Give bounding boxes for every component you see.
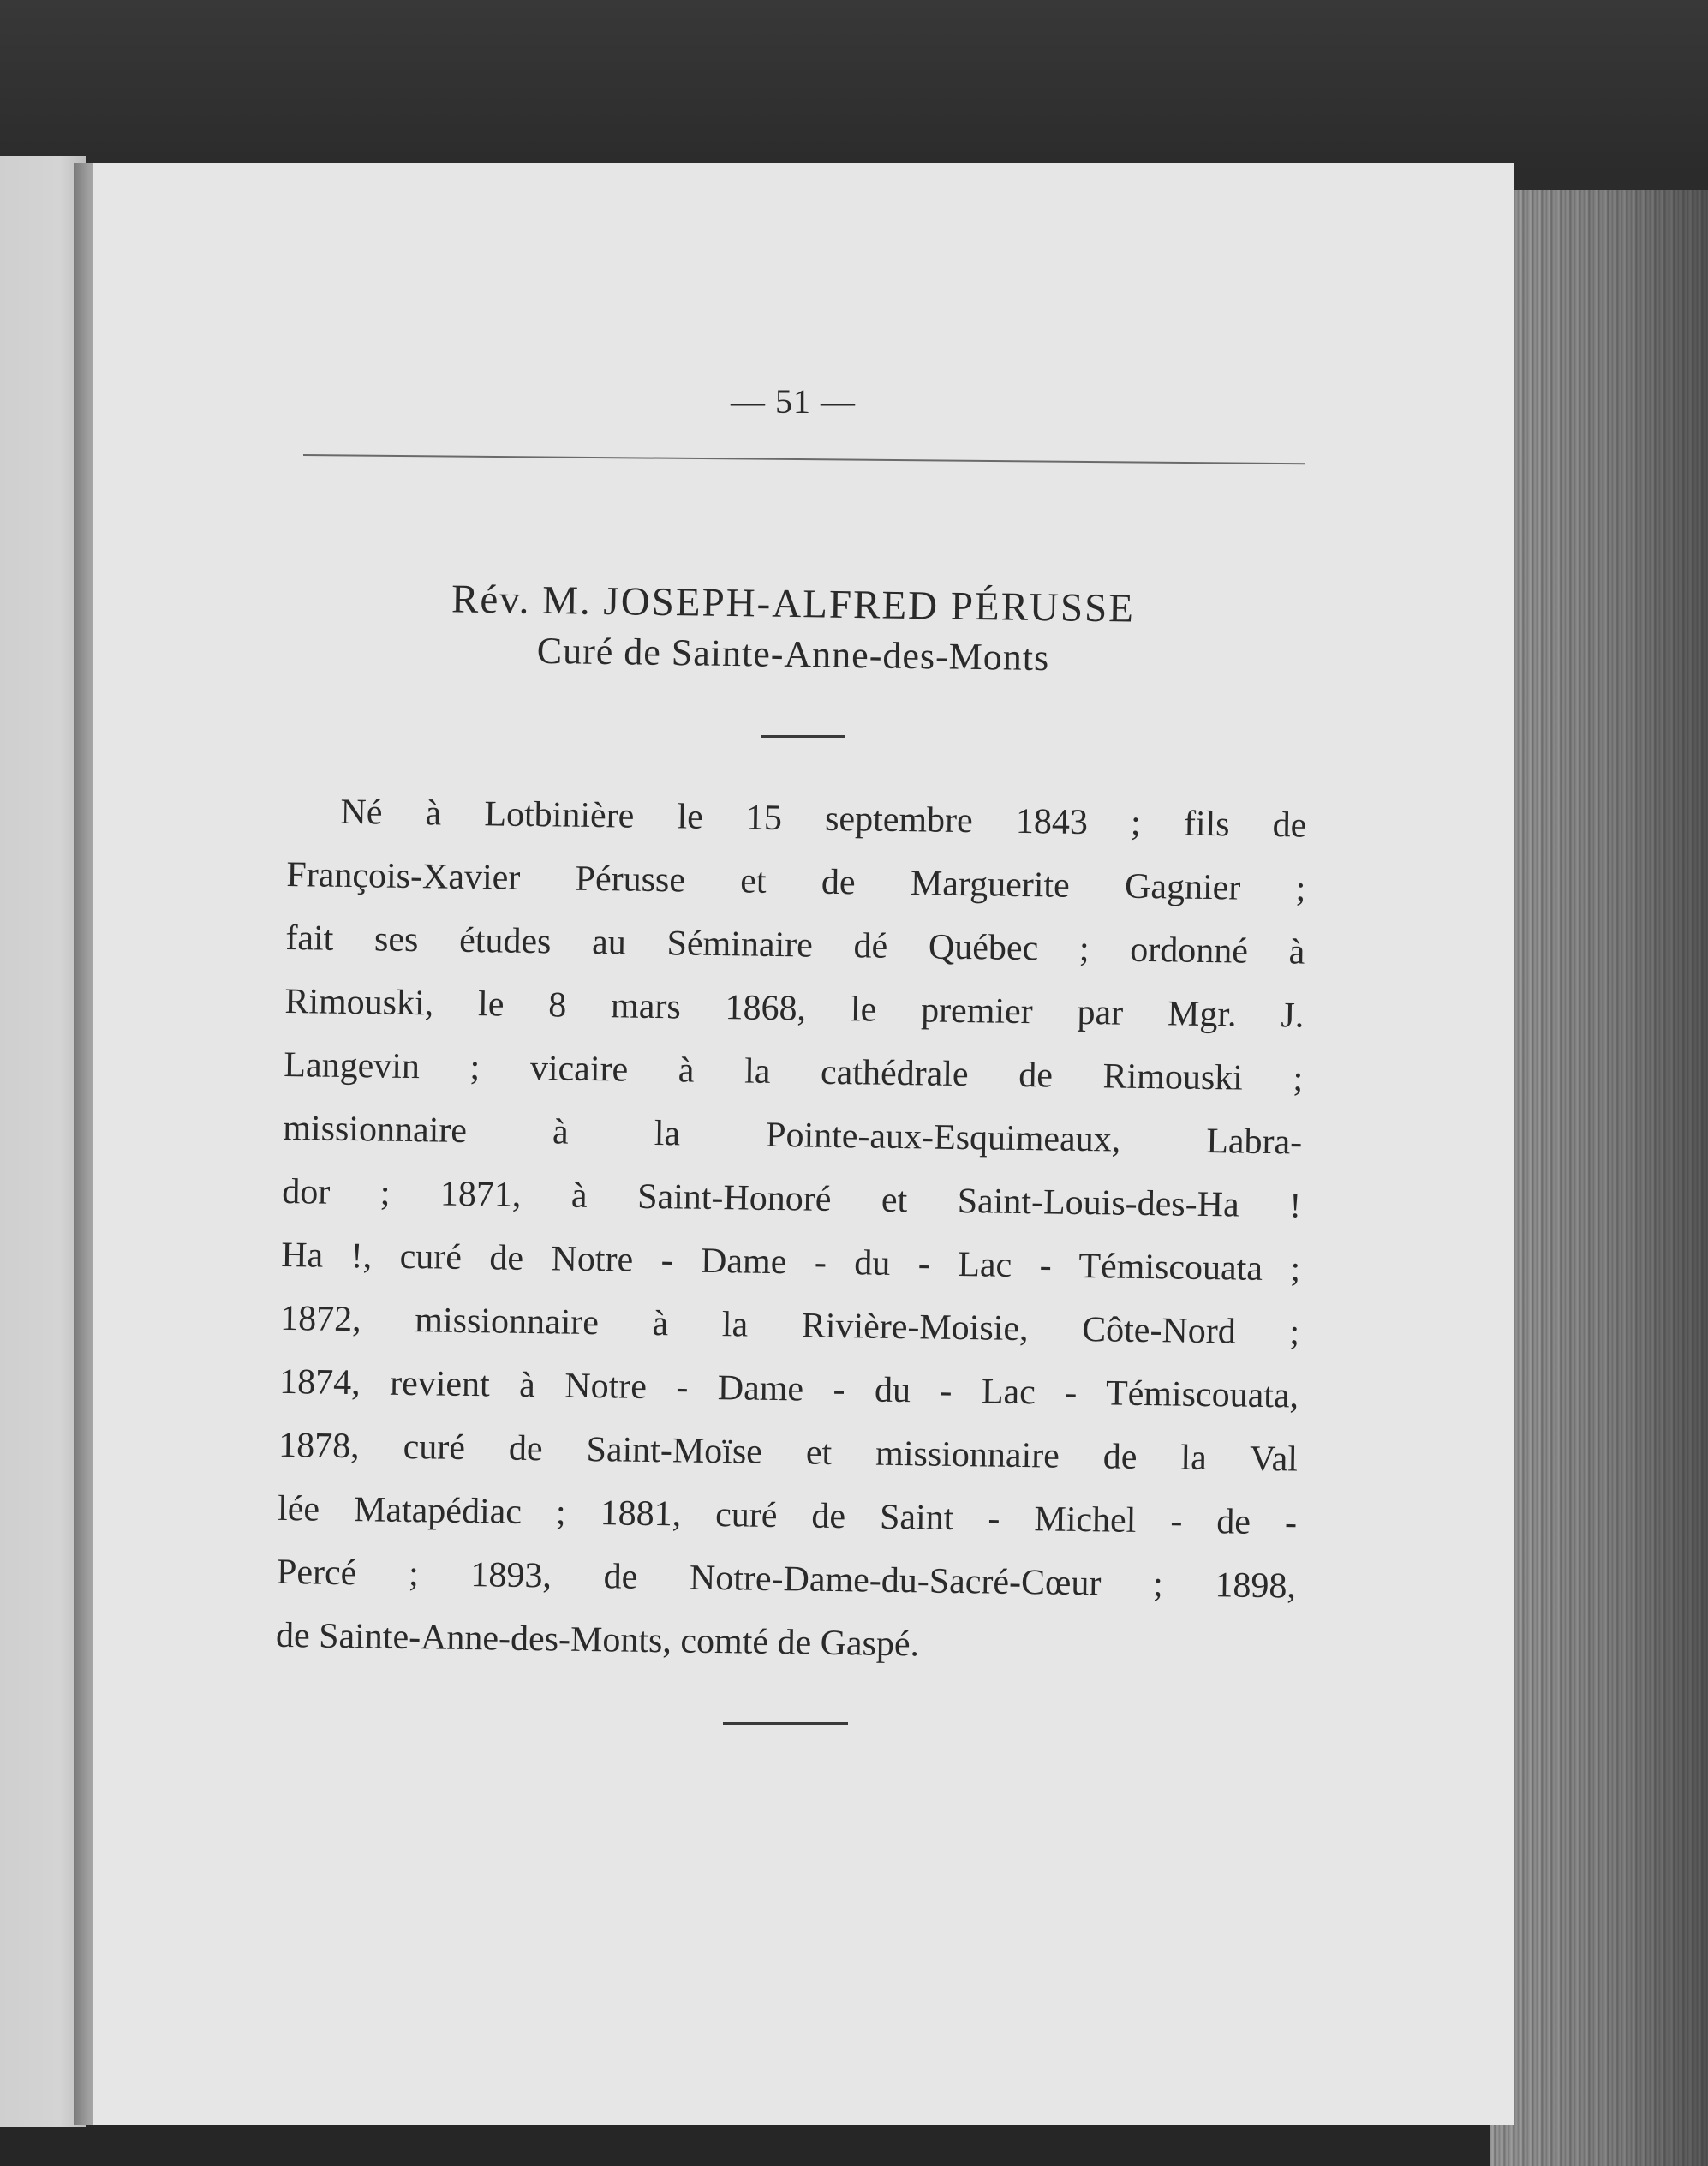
text-line: lée Matapédiac ; 1881, curé de Saint - Michel - de - [277, 1488, 1298, 1543]
section-divider [761, 735, 845, 738]
book-page [93, 163, 1514, 2125]
text-line: 1872, missionnaire à la Rivière-Moisie, Côte-Nord ; [279, 1298, 1300, 1353]
text-line: missionnaire à la Pointe-aux-Esquimeaux, Labra- [282, 1108, 1303, 1163]
page-number: — 51 — [731, 382, 856, 421]
text-line: Né à Lotbinière le 15 septembre 1843 ; fils de [340, 792, 1307, 846]
page-content [275, 163, 1307, 2125]
entry-heading: Rév. M. JOSEPH-ALFRED PÉRUSSE [451, 577, 1136, 631]
page-edges-shadow [1490, 190, 1708, 2166]
facing-page-edge [0, 156, 86, 2127]
biography-paragraph [276, 780, 1307, 1682]
entry-subheading: Curé de Sainte-Anne-des-Monts [536, 629, 1050, 679]
text-line: Rimouski, le 8 mars 1868, le premier par Mgr. J. [284, 981, 1305, 1036]
header-rule [303, 454, 1305, 464]
text-line: Percé ; 1893, de Notre-Dame-du-Sacré-Cœur ; 1898, [276, 1552, 1297, 1607]
text-line: fait ses études au Séminaire dé Québec ; ordonné à [285, 918, 1305, 972]
text-line: de Sainte-Anne-des-Monts, comté de Gaspé. [275, 1615, 920, 1665]
text-line: Langevin ; vicaire à la cathédrale de Rimouski ; [284, 1044, 1304, 1099]
text-line: François-Xavier Pérusse et de Marguerite Gagnier ; [286, 854, 1306, 909]
text-line: 1874, revient à Notre - Dame - du - Lac - Témiscouata, [278, 1361, 1299, 1416]
text-line: dor ; 1871, à Saint-Honoré et Saint-Louis-des-Ha ! [281, 1171, 1302, 1226]
text-line: Ha !, curé de Notre - Dame - du - Lac - Témiscouata ; [280, 1235, 1301, 1289]
text-line: 1878, curé de Saint-Moïse et missionnaire de la Val [278, 1425, 1299, 1480]
end-divider [723, 1722, 848, 1725]
